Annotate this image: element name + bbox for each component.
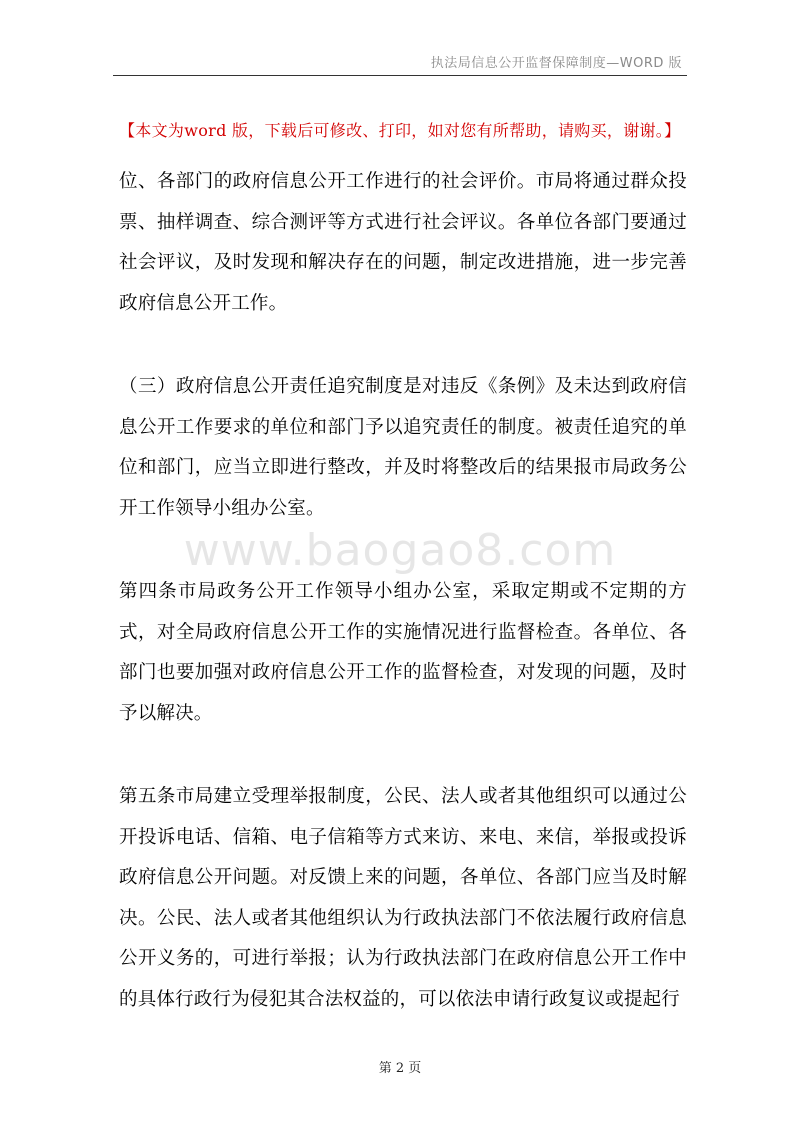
header-divider (113, 75, 687, 76)
body-paragraph-1: 位、各部门的政府信息公开工作进行的社会评价。市局将通过群众投票、抽样调查、综合测评等方式进行社会评议。各单位各部门要通过社会评议，及时发现和解决存在的问题，制定改进措施，进一步完善政府信息公开工作。 (119, 171, 687, 314)
page-number: 第 2 页 (378, 1061, 422, 1076)
body-paragraph-2: （三）政府信息公开责任追究制度是对违反《条例》及未达到政府信息公开工作要求的单位和部门予以追究责任的制度。被责任追究的单位和部门，应当立即进行整改，并及时将整改后的结果报市局政务公开工作领导小组办公室。 (119, 376, 687, 519)
body-paragraph-3: 第四条市局政务公开工作领导小组办公室，采取定期或不定期的方式，对全局政府信息公开工作的实施情况进行监督检查。各单位、各部门也要加强对政府信息公开工作的监督检查，对发现的问题，及时予以解决。 (119, 581, 687, 724)
body-paragraph-4: 第五条市局建立受理举报制度，公民、法人或者其他组织可以通过公开投诉电话、信箱、电子信箱等方式来访、来电、来信，举报或投诉政府信息公开问题。对反馈上来的问题，各单位、各部门应当及时解决。公民、法人或者其他组织认为行政执法部门不依法履行政府信息公开义务的，可进行举报；认为行政执法部门在政府信息公开工作中的具体行政行为侵犯其合法权益的，可以依法申请行政复议或提起行 (119, 786, 687, 1010)
document-header-title: 执法局信息公开监督保障制度—WORD 版 (430, 56, 682, 71)
download-notice: 【本文为word 版，下载后可修改、打印，如对您有所帮助，请购买，谢谢。】 (119, 121, 681, 140)
watermark: www.baogao8.com (183, 525, 617, 576)
